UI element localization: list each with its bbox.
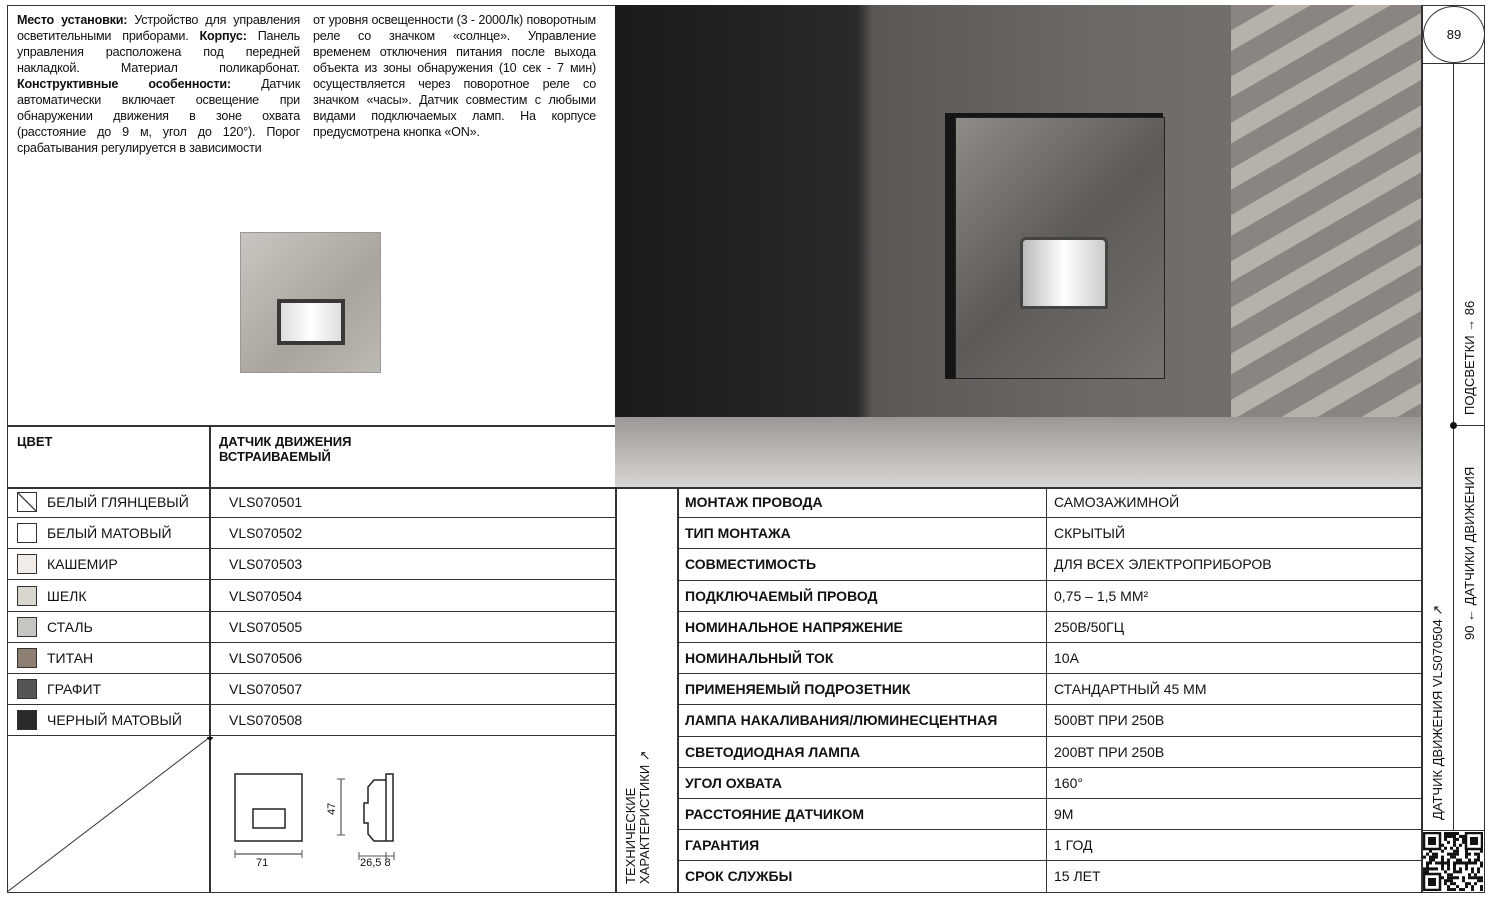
prev-section-link[interactable]: 90 ← ДАТЧИКИ ДВИЖЕНИЯ bbox=[1462, 466, 1477, 640]
dim-height: 47 bbox=[326, 802, 338, 815]
color-swatch bbox=[17, 554, 37, 574]
spec-label: УГОЛ ОХВАТА bbox=[677, 768, 1047, 798]
dim-depth: 26,5 8 bbox=[360, 857, 391, 869]
color-swatch bbox=[17, 523, 37, 543]
spec-label: ПРИМЕНЯЕМЫЙ ПОДРОЗЕТНИК bbox=[677, 674, 1047, 704]
specs-section-label: ТЕХНИЧЕСКИЕ ХАРАКТЕРИСТИКИ ↗ bbox=[623, 750, 652, 884]
spec-value: 500ВТ ПРИ 250В bbox=[1054, 712, 1165, 729]
spec-row bbox=[677, 799, 1421, 830]
product-code: VLS070506 bbox=[229, 650, 303, 666]
spec-label: МОНТАЖ ПРОВОДА bbox=[677, 487, 1047, 517]
color-swatch bbox=[17, 648, 37, 668]
corner-dot bbox=[207, 737, 213, 740]
product-code: VLS070507 bbox=[229, 681, 303, 698]
spec-label: НОМИНАЛЬНЫЙ ТОК bbox=[677, 643, 1047, 673]
spec-row bbox=[677, 487, 1421, 518]
spec-row bbox=[677, 581, 1421, 612]
spec-row bbox=[677, 674, 1421, 705]
divider bbox=[1453, 63, 1454, 830]
spec-label: СОВМЕСТИМОСТЬ bbox=[677, 549, 1047, 579]
color-swatch bbox=[17, 492, 37, 512]
junction-dot bbox=[1450, 422, 1457, 429]
spec-label: ПОДКЛЮЧАЕМЫЙ ПРОВОД bbox=[677, 581, 1047, 611]
color-name: ТИТАН bbox=[47, 650, 94, 666]
description-text: Датчик автоматически включает освещение при обнаружении движения в зоне охвата (расстояние до 9 м, угол до 120°). Порог срабатывания регулируется в зависимости bbox=[17, 77, 301, 155]
spec-label: РАССТОЯНИЕ ДАТЧИКОМ bbox=[677, 799, 1047, 829]
color-name: БЕЛЫЙ МАТОВЫЙ bbox=[47, 525, 172, 542]
page-number: 89 bbox=[1423, 6, 1485, 63]
divider bbox=[1453, 425, 1485, 426]
spec-value: САМОЗАЖИМНОЙ bbox=[1054, 494, 1180, 511]
spec-value: 160° bbox=[1054, 774, 1083, 791]
spec-value: 15 ЛЕТ bbox=[1054, 868, 1101, 885]
color-row bbox=[7, 612, 615, 643]
spec-label: ТИП МОНТАЖА bbox=[677, 518, 1047, 548]
spec-row bbox=[677, 705, 1421, 736]
spec-value: 9М bbox=[1054, 806, 1074, 823]
qr-code[interactable] bbox=[1423, 832, 1483, 891]
color-row bbox=[7, 549, 615, 580]
color-row bbox=[7, 674, 615, 705]
header-product: ДАТЧИК ДВИЖЕНИЯ ВСТРАИВАЕМЫЙ bbox=[219, 434, 352, 464]
color-swatch bbox=[17, 710, 37, 730]
spec-value: 10А bbox=[1054, 650, 1079, 667]
color-swatch bbox=[17, 617, 37, 637]
product-image bbox=[240, 232, 381, 373]
color-name: БЕЛЫЙ ГЛЯНЦЕВЫЙ bbox=[47, 494, 189, 510]
divider bbox=[7, 425, 615, 427]
dim-width: 71 bbox=[256, 857, 269, 869]
product-code: VLS070508 bbox=[229, 712, 303, 729]
spec-label: НОМИНАЛЬНОЕ НАПРЯЖЕНИЕ bbox=[677, 612, 1047, 642]
color-row bbox=[7, 518, 615, 549]
description-label: Конструктивные особенности: bbox=[17, 77, 231, 91]
front-view bbox=[235, 774, 302, 841]
spec-label: ГАРАНТИЯ bbox=[677, 830, 1047, 860]
spec-row bbox=[677, 768, 1421, 799]
product-photo bbox=[615, 5, 1421, 487]
spec-value: СКРЫТЫЙ bbox=[1054, 525, 1126, 542]
spec-value: 250В/50ГЦ bbox=[1054, 618, 1125, 635]
spec-row bbox=[677, 737, 1421, 768]
description-text: Устройство для управления осветительными приборами. bbox=[17, 13, 300, 43]
spec-row bbox=[677, 612, 1421, 643]
spec-label: СВЕТОДИОДНАЯ ЛАМПА bbox=[677, 737, 1047, 767]
color-row bbox=[7, 643, 615, 674]
spec-row bbox=[677, 518, 1421, 549]
product-code: VLS070505 bbox=[229, 618, 303, 635]
description-text: Панель управления расположена под передней накладкой. Материал поликарбонат. bbox=[17, 29, 301, 75]
color-row bbox=[7, 487, 615, 518]
side-title: ДАТЧИК ДВИЖЕНИЯ VLS070504 ↗ bbox=[1430, 604, 1445, 820]
product-code: VLS070504 bbox=[229, 587, 303, 604]
side-view bbox=[364, 774, 393, 841]
spec-row bbox=[677, 643, 1421, 674]
spec-value: СТАНДАРТНЫЙ 45 ММ bbox=[1054, 681, 1207, 698]
description-col2: от уровня освещенности (3 - 2000Лк) поворотным реле со значком «солнце». Управление временем отключения питания после выхода объекта из зоны обнаружения (10 сек - 7 мин) осуществляется через поворотное реле со значком «часы». Датчик совместим с любыми видами подключаемых ламп. На корпусе предусмотрена кнопка «ON». bbox=[313, 13, 596, 139]
product-code: VLS070503 bbox=[229, 556, 303, 573]
spec-value: 1 ГОД bbox=[1054, 837, 1093, 854]
spec-row bbox=[677, 830, 1421, 861]
spec-value: ДЛЯ ВСЕХ ЭЛЕКТРОПРИБОРОВ bbox=[1054, 556, 1272, 573]
color-row bbox=[7, 581, 615, 612]
product-code: VLS070502 bbox=[229, 525, 303, 542]
divider bbox=[1421, 5, 1423, 893]
color-name: ШЕЛК bbox=[47, 587, 87, 604]
color-swatch bbox=[17, 679, 37, 699]
divider bbox=[1421, 830, 1485, 831]
description-label: Корпус: bbox=[199, 29, 247, 43]
color-row bbox=[7, 705, 615, 736]
spec-row bbox=[677, 861, 1421, 892]
diagonal-line bbox=[7, 737, 210, 892]
spec-label: СРОК СЛУЖБЫ bbox=[677, 861, 1047, 891]
product-code: VLS070501 bbox=[229, 494, 303, 510]
spec-label: ЛАМПА НАКАЛИВАНИЯ/ЛЮМИНЕСЦЕНТНАЯ bbox=[677, 705, 1047, 735]
dimension-drawing bbox=[7, 737, 617, 893]
color-name: ЧЕРНЫЙ МАТОВЫЙ bbox=[47, 712, 182, 729]
description-col1 bbox=[17, 12, 300, 156]
color-name: ГРАФИТ bbox=[47, 681, 102, 698]
spec-value: 0,75 – 1,5 ММ² bbox=[1054, 587, 1149, 604]
description-label: Место установки: bbox=[17, 13, 128, 27]
color-name: КАШЕМИР bbox=[47, 556, 118, 573]
spec-row bbox=[677, 549, 1421, 580]
next-section-link[interactable]: ПОДСВЕТКИ → 86 bbox=[1462, 300, 1477, 415]
color-swatch bbox=[17, 586, 37, 606]
header-color: ЦВЕТ bbox=[17, 434, 53, 449]
color-name: СТАЛЬ bbox=[47, 618, 93, 635]
spec-value: 200ВТ ПРИ 250В bbox=[1054, 743, 1165, 760]
